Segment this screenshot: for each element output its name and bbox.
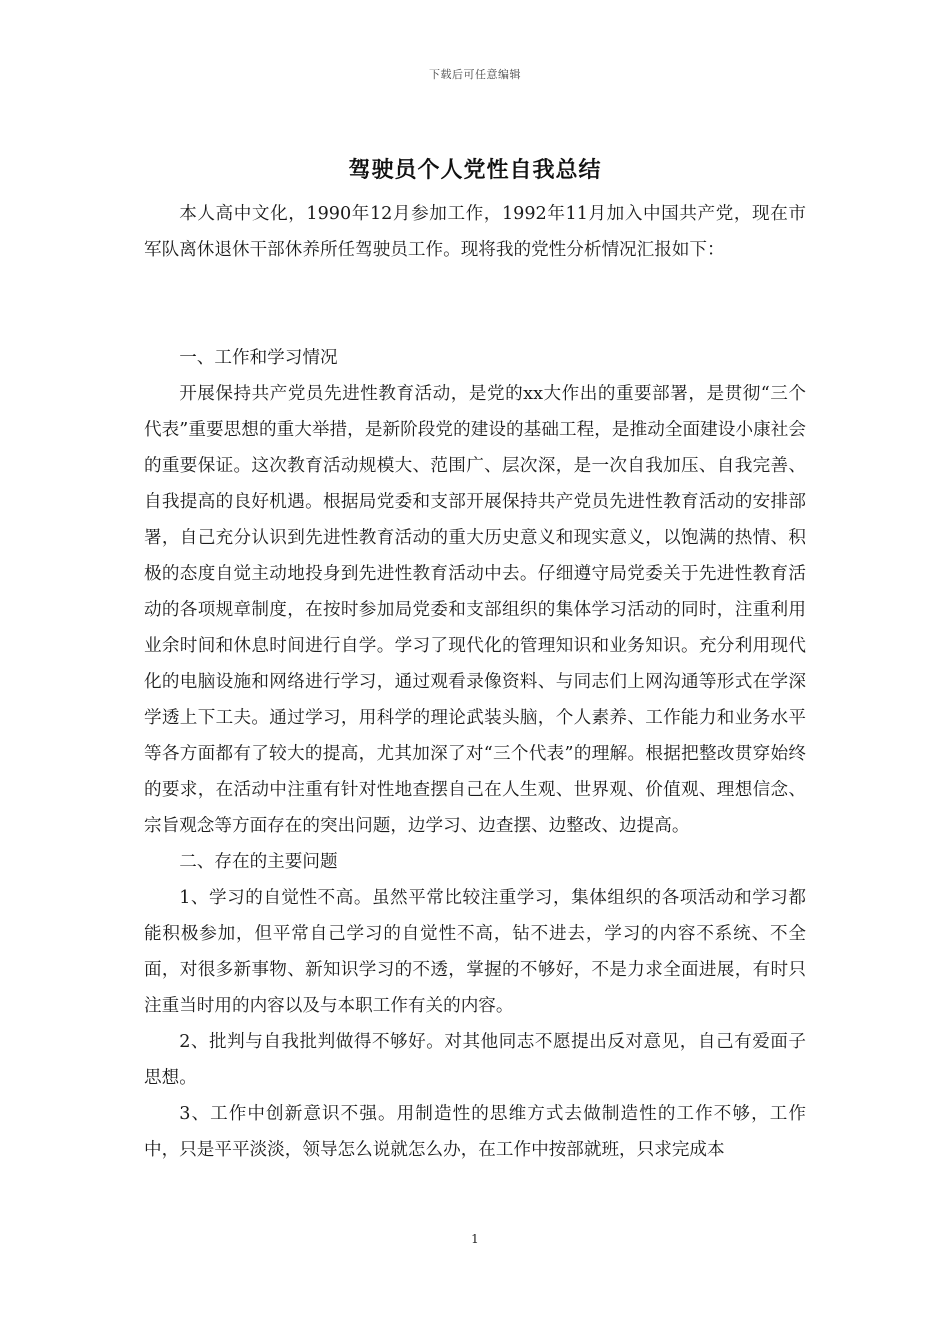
paragraph-intro: 本人高中文化，1990年12月参加工作，1992年11月加入中国共产党，现在市军队离休退休干部休养所任驾驶员工作。现将我的党性分析情况汇报如下： <box>144 204 806 260</box>
section-heading-problems: 二、存在的主要问题 <box>179 852 338 872</box>
page-number: 1 <box>471 1232 479 1246</box>
paragraph-problem-3: 3、工作中创新意识不强。用制造性的思维方式去做制造性的工作不够，工作中，只是平平淡淡，领导怎么说就怎么办，在工作中按部就班，只求完成本 <box>144 1104 806 1160</box>
section-heading-work-study: 一、工作和学习情况 <box>179 348 338 368</box>
paragraph-problem-2: 2、批判与自我批判做得不够好。对其他同志不愿提出反对意见，自己有爱面子思想。 <box>144 1032 806 1088</box>
document-body <box>144 196 806 1168</box>
paragraph-work-study: 开展保持共产党员先进性教育活动，是党的xx大作出的重要部署，是贯彻“三个代表”重要思想的重大举措，是新阶段党的建设的基础工程，是推动全面建设小康社会的重要保证。这次教育活动规模大、范围广、层次深，是一次自我加压、自我完善、自我提高的良好机遇。根据局党委和支部开展保持共产党员先进性教育活动的安排部署，自己充分认识到先进性教育活动的重大历史意义和现实意义，以饱满的热情、积极的态度自觉主动地投身到先进性教育活动中去。仔细遵守局党委关于先进性教育活动的各项规章制度，在按时参加局党委和支部组织的集体学习活动的同时，注重利用业余时间和休息时间进行自学。学习了现代化的管理知识和业务知识。充分利用现代化的电脑设施和网络进行学习，通过观看录像资料、与同志们上网沟通等形式在学深学透上下工夫。通过学习，用科学的理论武装头脑，个人素养、工作能力和业务水平等各方面都有了较大的提高，尤其加深了对“三个代表”的理解。根据把整改贯穿始终的要求，在活动中注重有针对性地查摆自己在人生观、世界观、价值观、理想信念、宗旨观念等方面存在的突出问题，边学习、边查摆、边整改、边提高。 <box>144 384 806 836</box>
paragraph-problem-1: 1、学习的自觉性不高。虽然平常比较注重学习，集体组织的各项活动和学习都能积极参加，但平常自己学习的自觉性不高，钻不进去，学习的内容不系统、不全面，对很多新事物、新知识学习的不透，掌握的不够好，不是力求全面进展，有时只注重当时用的内容以及与本职工作有关的内容。 <box>144 888 806 1016</box>
document-title: 驾驶员个人党性自我总结 <box>348 157 602 183</box>
header-note: 下载后可任意编辑 <box>429 68 521 81</box>
